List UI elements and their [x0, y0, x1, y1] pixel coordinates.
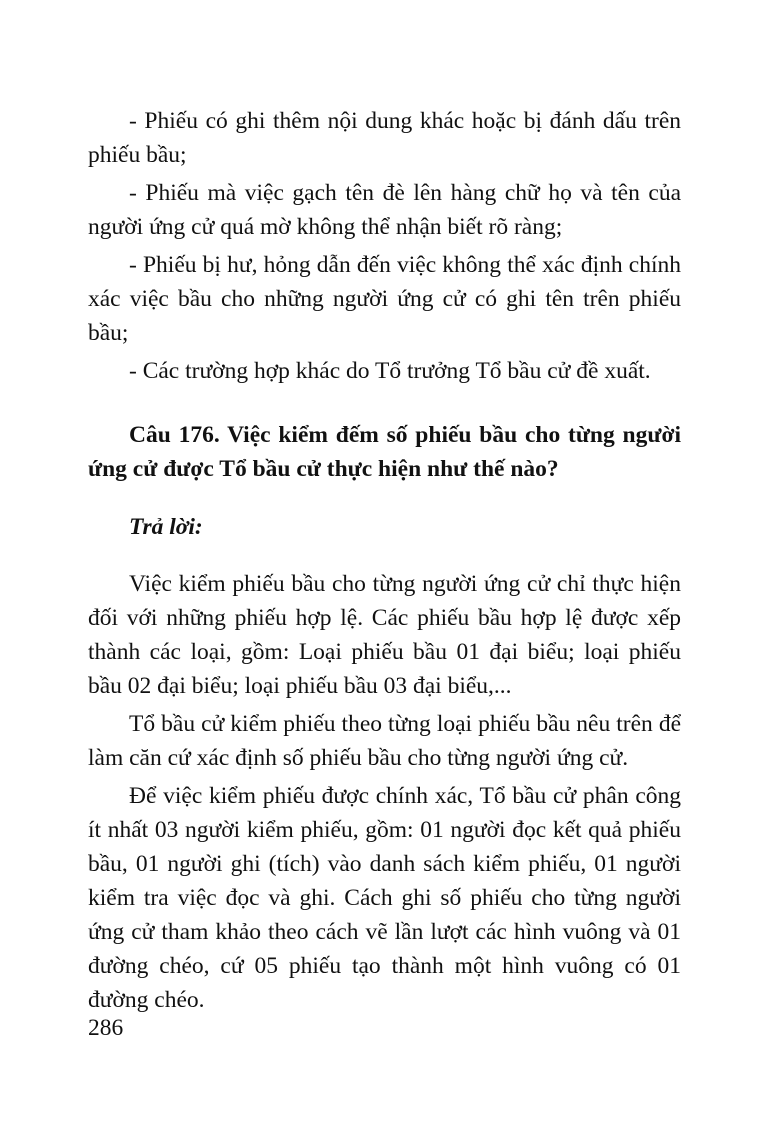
bullet-paragraph: - Phiếu có ghi thêm nội dung khác hoặc bị đánh dấu trên phiếu bầu;	[88, 108, 681, 168]
answer-paragraph: Để việc kiểm phiếu được chính xác, Tổ bầu cử phân công ít nhất 03 người kiểm phiếu, gồm: 01 người đọc kết quả phiếu bầu, 01 người ghi (tích) vào danh sách kiểm phiếu, 01 người kiểm tra việc đọc và ghi. Cách ghi số phiếu cho từng người ứng cử tham khảo theo cách vẽ lần lượt các hình vuông và 01 đường chéo, cứ 05 phiếu tạo thành một hình vuông có 01 đường chéo.	[88, 783, 681, 1013]
bullet-paragraph: - Các trường hợp khác do Tổ trưởng Tổ bầu cử đề xuất.	[129, 358, 651, 384]
answer-paragraph: Tổ bầu cử kiểm phiếu theo từng loại phiếu bầu nêu trên để làm căn cứ xác định số phiếu bầu cho từng người ứng cử.	[88, 711, 681, 771]
answer-label: Trả lời:	[129, 513, 203, 540]
bullet-paragraph: - Phiếu bị hư, hỏng dẫn đến việc không thể xác định chính xác việc bầu cho những người ứng cử có ghi tên trên phiếu bầu;	[88, 252, 681, 346]
page-number: 286	[88, 1015, 124, 1041]
question-heading: Câu 176. Việc kiểm đếm số phiếu bầu cho từng người ứng cử được Tổ bầu cử thực hiện như thế nào?	[88, 422, 681, 482]
answer-paragraph: Việc kiểm phiếu bầu cho từng người ứng cử chỉ thực hiện đối với những phiếu hợp lệ. Các phiếu bầu hợp lệ được xếp thành các loại, gồm: Loại phiếu bầu 01 đại biểu; loại phiếu bầu 02 đại biểu; loại phiếu bầu 03 đại biểu,...	[88, 571, 681, 699]
page-body	[88, 104, 681, 1017]
bullet-paragraph: - Phiếu mà việc gạch tên đè lên hàng chữ họ và tên của người ứng cử quá mờ không thể nhận biết rõ ràng;	[88, 180, 681, 240]
